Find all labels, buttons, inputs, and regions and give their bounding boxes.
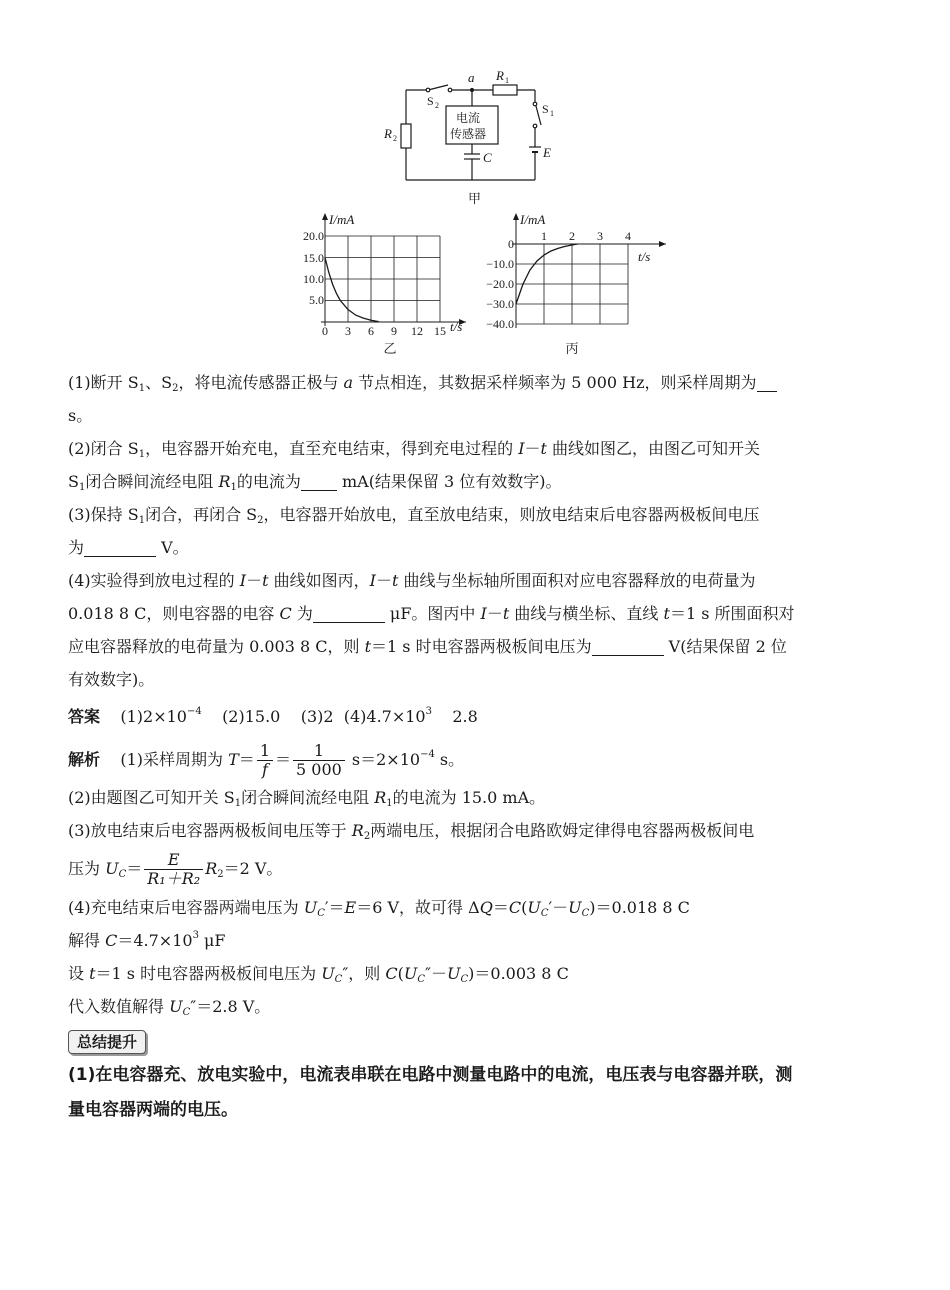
text: 闭合瞬间流经电阻 bbox=[241, 788, 375, 807]
analysis-line-7 bbox=[68, 957, 883, 990]
x-axis-arrow bbox=[659, 241, 666, 247]
x-tick-label: 3 bbox=[597, 229, 603, 243]
text: R bbox=[205, 859, 218, 878]
summary-line-1: (1)在电容器充、放电实验中，电流表串联在电路中测量电路中的电流，电压表与电容器并联，测 bbox=[68, 1065, 793, 1085]
x-axis-label: t/s bbox=[638, 249, 651, 264]
label-s1-sub: 1 bbox=[550, 109, 554, 118]
text: I bbox=[239, 571, 247, 590]
sup: 3 bbox=[192, 930, 199, 941]
x-tick-label: 2 bbox=[569, 229, 575, 243]
sub: C bbox=[581, 908, 590, 919]
text: (3)保持 S bbox=[68, 505, 139, 524]
text: 应电容器释放的电荷量为 0.003 8 C，则 bbox=[68, 637, 365, 656]
sensor-label-line1: 电流 bbox=[456, 111, 481, 125]
sub: 1 bbox=[138, 449, 146, 460]
text: (3)2 bbox=[300, 707, 334, 726]
analysis-line-5 bbox=[68, 891, 883, 924]
analysis-line-4 bbox=[68, 847, 883, 891]
text: t bbox=[502, 604, 510, 623]
numerator: E bbox=[144, 851, 203, 870]
label-r1-sub: 1 bbox=[505, 76, 509, 85]
text: ＝2 V。 bbox=[223, 859, 283, 878]
x-tick-label: 15 bbox=[434, 324, 446, 338]
label-s1: S bbox=[542, 102, 549, 116]
text: ＝1 s 时电容器两极板间电压为 bbox=[95, 964, 322, 983]
text: U bbox=[568, 898, 582, 917]
text: 0.018 8 C，则电容器的电容 bbox=[68, 604, 280, 623]
text: 2.8 bbox=[452, 707, 478, 726]
text: U bbox=[169, 997, 183, 1016]
analysis-line-2 bbox=[68, 781, 883, 814]
text: )＝0.003 8 C bbox=[468, 964, 569, 983]
text: － bbox=[524, 439, 541, 458]
sub: 1 bbox=[78, 482, 86, 493]
y-axis-label: I/mA bbox=[520, 212, 546, 227]
sub: 2 bbox=[172, 383, 179, 394]
text: (2)由题图乙可知开关 S bbox=[68, 788, 235, 807]
text: ( bbox=[397, 964, 404, 983]
answer-line bbox=[68, 700, 883, 733]
numerator: 1 bbox=[257, 742, 273, 761]
text: ″＝2.8 V。 bbox=[190, 997, 271, 1016]
text: t bbox=[540, 439, 547, 458]
text: (4)4.7×10 bbox=[343, 707, 426, 726]
label-r1: R bbox=[496, 68, 504, 83]
question-block bbox=[68, 366, 883, 1128]
text: 代入数值解得 bbox=[68, 997, 170, 1016]
y-tick-label: −40.0 bbox=[486, 317, 514, 331]
text: I bbox=[480, 604, 487, 623]
text: (1)断开 S bbox=[68, 373, 139, 392]
text: t bbox=[663, 604, 670, 623]
resistor-r2 bbox=[401, 124, 411, 148]
text: 闭合瞬间流经电阻 bbox=[85, 472, 219, 491]
text: t bbox=[262, 571, 269, 590]
label-e: E bbox=[543, 145, 551, 160]
text: I bbox=[518, 439, 525, 458]
summary-tag: 总结提升 bbox=[68, 1030, 146, 1054]
question-3 bbox=[68, 498, 883, 564]
label-c: C bbox=[483, 150, 492, 165]
text: ＝ bbox=[275, 750, 292, 769]
text: (1)采样周期为 bbox=[120, 750, 229, 769]
y-axis-arrow bbox=[513, 213, 519, 220]
text: R bbox=[218, 472, 231, 491]
y-axis-label: I/mA bbox=[329, 212, 355, 227]
sub: C bbox=[460, 974, 469, 985]
text: 解得 bbox=[68, 931, 106, 950]
summary-text bbox=[68, 1058, 883, 1128]
sub: C bbox=[417, 974, 426, 985]
text: ＝6 V，故可得 Δ bbox=[356, 898, 480, 917]
answer-blank-2[interactable] bbox=[301, 470, 337, 491]
text: a bbox=[343, 373, 354, 392]
figure-caption-jia: 甲 bbox=[468, 191, 482, 206]
denominator: R₁＋R₂ bbox=[147, 869, 201, 888]
x-tick-label: 1 bbox=[541, 229, 547, 243]
text: C bbox=[105, 931, 118, 950]
text: V。 bbox=[156, 538, 189, 557]
text: ＝1 s 时电容器两极板间电压为 bbox=[371, 637, 592, 656]
numerator: 1 bbox=[293, 742, 345, 761]
question-1 bbox=[68, 366, 883, 432]
analysis-label: 解析 bbox=[68, 750, 101, 769]
text: Q bbox=[479, 898, 493, 917]
text: 设 bbox=[68, 964, 90, 983]
series-line bbox=[516, 244, 578, 304]
text: t bbox=[391, 571, 399, 590]
text: 为 bbox=[68, 538, 85, 557]
text: R bbox=[351, 821, 364, 840]
answer-blank-5[interactable] bbox=[592, 635, 664, 656]
x-tick-label: 3 bbox=[345, 324, 351, 338]
analysis-line-6 bbox=[68, 924, 883, 957]
text: ＝4.7×10 bbox=[117, 931, 193, 950]
x-axis-label: t/s bbox=[450, 319, 463, 334]
text: s＝2×10 bbox=[346, 750, 421, 769]
label-s2: S bbox=[427, 94, 434, 108]
text: 闭合，再闭合 S bbox=[145, 505, 258, 524]
text: ＝ bbox=[126, 859, 143, 878]
sub: C bbox=[334, 974, 343, 985]
text: 曲线如图乙，由图乙可知开关 bbox=[546, 439, 761, 458]
text: － bbox=[246, 571, 263, 590]
question-4 bbox=[68, 564, 883, 696]
sub: C bbox=[182, 1007, 191, 1018]
answer-blank-1[interactable] bbox=[757, 371, 777, 392]
text: ，将电流传感器正极与 bbox=[178, 373, 344, 392]
text: (4)实验得到放电过程的 bbox=[68, 571, 240, 590]
text: 节点相连，其数据采样频率为 5 000 Hz，则采样周期为 bbox=[353, 373, 757, 392]
x-tick-label: 6 bbox=[368, 324, 374, 338]
text: C bbox=[279, 604, 292, 623]
text: (2)闭合 S bbox=[68, 439, 139, 458]
text: 、S bbox=[145, 373, 173, 392]
x-tick-label: 9 bbox=[391, 324, 397, 338]
chart-charging-curve bbox=[290, 210, 480, 360]
text: U bbox=[403, 964, 418, 983]
y-tick-label: −30.0 bbox=[486, 297, 514, 311]
text: － bbox=[375, 571, 392, 590]
x-tick-label: 0 bbox=[322, 324, 328, 338]
sub: 2 bbox=[217, 869, 224, 880]
text: 的电流为 15.0 mA。 bbox=[392, 788, 546, 807]
text: U bbox=[321, 964, 335, 983]
figure-caption: 丙 bbox=[565, 341, 579, 356]
text: C bbox=[508, 898, 522, 917]
text: (4)充电结束后电容器两端电压为 bbox=[68, 898, 304, 917]
y-tick-label: 5.0 bbox=[309, 293, 324, 307]
circuit-diagram bbox=[380, 68, 570, 208]
chart-discharging-curve bbox=[470, 210, 670, 360]
sub: 2 bbox=[363, 831, 371, 842]
fraction bbox=[257, 742, 273, 779]
fraction bbox=[293, 742, 345, 779]
text: ( bbox=[521, 898, 528, 917]
text: ′＝ bbox=[324, 898, 345, 917]
text: (3)放电结束后电容器两极板间电压等于 bbox=[68, 821, 352, 840]
denominator: f bbox=[261, 760, 268, 779]
denominator: 5 000 bbox=[296, 760, 342, 779]
resistor-r1 bbox=[493, 85, 517, 95]
text: (2)15.0 bbox=[222, 707, 281, 726]
sub: 2 bbox=[257, 515, 264, 526]
text: U bbox=[303, 898, 318, 917]
text: ，电容器开始放电，直至放电结束，则放电结束后电容器两极板间电压 bbox=[263, 505, 760, 524]
text: U bbox=[527, 898, 541, 917]
sub: 1 bbox=[138, 383, 146, 394]
y-tick-label: −20.0 bbox=[486, 277, 514, 291]
text: U bbox=[105, 859, 119, 878]
y-tick-label: 0 bbox=[508, 237, 514, 251]
question-2 bbox=[68, 432, 883, 498]
sub: 1 bbox=[230, 482, 237, 493]
summary-line-2: 量电容器两端的电压。 bbox=[68, 1100, 238, 1120]
text: ，电容器开始充电，直至充电结束，得到充电过程的 bbox=[145, 439, 519, 458]
sub: 1 bbox=[386, 798, 393, 809]
y-axis-arrow bbox=[322, 213, 328, 220]
text: － bbox=[486, 604, 503, 623]
y-tick-label: −10.0 bbox=[486, 257, 514, 271]
text: R bbox=[374, 788, 387, 807]
sub: C bbox=[317, 908, 325, 919]
figure-caption: 乙 bbox=[383, 341, 397, 356]
text: T bbox=[228, 750, 239, 769]
text: s。 bbox=[68, 406, 93, 425]
text: (1)2×10 bbox=[120, 707, 187, 726]
y-tick-label: 20.0 bbox=[303, 229, 324, 243]
text: U bbox=[447, 964, 461, 983]
text: ″，则 bbox=[342, 964, 386, 983]
text: I bbox=[369, 571, 376, 590]
text: ″－ bbox=[425, 964, 448, 983]
answer-blank-4[interactable] bbox=[313, 602, 385, 623]
text: 有效数字)。 bbox=[68, 670, 155, 689]
x-tick-label: 12 bbox=[411, 324, 423, 338]
sub: 1 bbox=[234, 798, 242, 809]
label-a: a bbox=[468, 70, 475, 85]
text: 的电流为 bbox=[236, 472, 301, 491]
text: ＝ bbox=[492, 898, 509, 917]
text: 曲线与横坐标、直线 bbox=[509, 604, 664, 623]
text: V(结果保留 2 位 bbox=[663, 637, 787, 656]
label-r2-sub: 2 bbox=[393, 134, 397, 143]
x-tick-label: 4 bbox=[625, 229, 631, 243]
text: C bbox=[385, 964, 398, 983]
sub: C bbox=[118, 869, 127, 880]
sup: −4 bbox=[420, 749, 435, 760]
switch-s1-blade bbox=[536, 106, 541, 125]
text: 压为 bbox=[68, 859, 106, 878]
text: t bbox=[89, 964, 96, 983]
label-r2: R bbox=[384, 126, 392, 141]
text: 两端电压，根据闭合电路欧姆定律得电容器两极板间电 bbox=[370, 821, 755, 840]
text: 曲线与坐标轴所围面积对应电容器释放的电荷量为 bbox=[398, 571, 756, 590]
text: mA(结果保留 3 位有效数字)。 bbox=[336, 472, 562, 491]
text: s。 bbox=[434, 750, 465, 769]
text: 曲线如图丙， bbox=[268, 571, 370, 590]
y-tick-label: 10.0 bbox=[303, 272, 324, 286]
analysis-line-8 bbox=[68, 990, 883, 1023]
text: )＝0.018 8 C bbox=[589, 898, 690, 917]
text: μF。图丙中 bbox=[384, 604, 481, 623]
text: 为 bbox=[291, 604, 313, 623]
text: t bbox=[364, 637, 372, 656]
answer-blank-3[interactable] bbox=[84, 536, 156, 557]
y-tick-label: 15.0 bbox=[303, 251, 324, 265]
sub: 1 bbox=[138, 515, 146, 526]
summary-heading bbox=[68, 1025, 883, 1058]
text: μF bbox=[198, 931, 226, 950]
text: E bbox=[344, 898, 357, 917]
analysis-line-3 bbox=[68, 814, 883, 847]
text: ′－ bbox=[548, 898, 569, 917]
label-s2-sub: 2 bbox=[435, 101, 439, 110]
sensor-label-line2: 传感器 bbox=[450, 127, 487, 141]
sub: C bbox=[540, 908, 549, 919]
fraction bbox=[144, 851, 203, 888]
text: ＝ bbox=[238, 750, 255, 769]
sup: −4 bbox=[186, 706, 202, 717]
switch-s2-blade bbox=[428, 85, 448, 90]
answer-label: 答案 bbox=[68, 707, 101, 726]
text: S bbox=[68, 472, 79, 491]
analysis-line-1 bbox=[68, 739, 883, 781]
text: ＝1 s 所围面积对 bbox=[669, 604, 795, 623]
sup: 3 bbox=[425, 706, 432, 717]
